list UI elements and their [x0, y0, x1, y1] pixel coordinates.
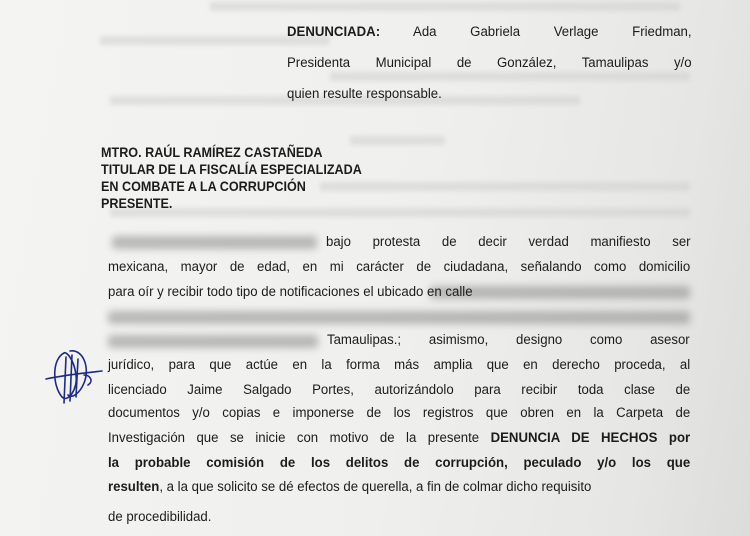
addressee-line: PRESENTE.	[101, 195, 173, 211]
body-line	[108, 454, 690, 472]
body-line	[326, 233, 691, 251]
body-line	[108, 283, 473, 301]
body-text: de procedibilidad.	[108, 509, 212, 525]
body-text: licenciado Jaime Salgado Portes, autorizándolo para recibir toda clase de	[108, 382, 691, 398]
body-text: , a la que solicito se dé efectos de querella, a fin de colmar dicho requisito	[159, 479, 592, 495]
body-line	[108, 478, 690, 496]
body-line	[108, 429, 690, 447]
denunciada-name: Ada Gabriela Verlage Friedman,	[413, 24, 692, 40]
body-line	[327, 331, 690, 349]
body-text-bold: resulten	[108, 479, 160, 495]
denunciada-line-1	[287, 23, 692, 41]
body-text: Investigación que se inicie con motivo de la presente	[108, 430, 480, 446]
denunciada-line-3	[287, 85, 442, 103]
body-text-bold: la probable comisión de los delitos de corrupción, peculado y/o los que	[108, 455, 691, 471]
body-line	[108, 258, 690, 276]
redacted-address	[108, 311, 690, 324]
signature-icon	[44, 345, 106, 407]
denunciada-responsable: quien resulte responsable.	[287, 86, 442, 102]
body-text: documentos y/o copias e imponerse de los registros que obren en la Carpeta de	[108, 405, 691, 421]
denunciada-line-2	[287, 54, 692, 72]
body-text: mexicana, mayor de edad, en mi carácter de ciudadana, señalando como domicilio	[108, 259, 691, 275]
body-line	[108, 508, 211, 526]
addressee-line: MTRO. RAÚL RAMÍREZ CASTAÑEDA	[101, 144, 323, 160]
redacted-address	[108, 335, 318, 348]
body-line	[108, 404, 690, 422]
body-text: jurídico, para que actúe en la forma más amplia que en derecho proceda, al	[108, 357, 691, 373]
denunciada-title: Presidenta Municipal de González, Tamaulipas y/o	[287, 55, 692, 71]
addressee-line: EN COMBATE A LA CORRUPCIÓN	[101, 178, 306, 194]
addressee-line: TITULAR DE LA FISCALÍA ESPECIALIZADA	[101, 161, 362, 177]
body-text-bold: DENUNCIA DE HECHOS por	[490, 430, 691, 446]
redacted-name	[112, 236, 317, 249]
body-line	[108, 381, 690, 399]
body-line	[108, 356, 690, 374]
body-text: Tamaulipas.; asimismo, designo como asesor	[327, 332, 690, 348]
body-text: para oír y recibir todo tipo de notificaciones el ubicado en calle	[108, 284, 473, 300]
denunciada-label: DENUNCIADA:	[287, 24, 381, 40]
body-text: bajo protesta de decir verdad manifiesto ser	[326, 234, 691, 250]
